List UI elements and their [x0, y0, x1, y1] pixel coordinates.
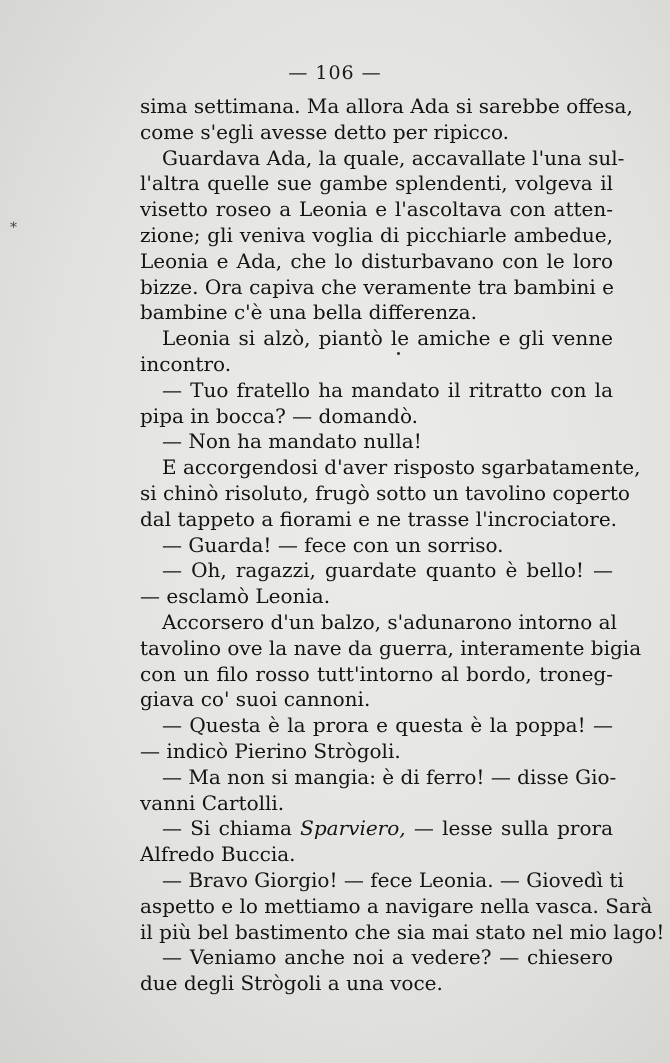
- text-line: — Ma non si mangia: è di ferro! — disse Gio-: [162, 764, 617, 789]
- text-line: — Questa è la prora e questa è la poppa! —: [162, 713, 613, 738]
- text-line: sima settimana. Ma allora Ada si sarebbe offesa,: [140, 94, 633, 118]
- text-line: l'altra quelle sue gambe splendenti, volgeva il: [140, 171, 613, 196]
- text-line: — Guarda! — fece con un sorriso.: [162, 532, 504, 557]
- text-line: dal tappeto a fiorami e ne trasse l'incrociatore.: [140, 506, 618, 531]
- text-line: — Tuo fratello ha mandato il ritratto con la: [162, 377, 613, 402]
- page-number: — 106 —: [288, 62, 382, 84]
- text-segment: — lesse sulla prora: [405, 816, 613, 841]
- text-line: pipa in bocca? — domandò.: [140, 403, 418, 428]
- text-line: visetto roseo a Leonia e l'ascoltava con atten-: [140, 197, 613, 222]
- text-line: due degli Strògoli a una voce.: [140, 971, 443, 996]
- text-line: giava co' suoi cannoni.: [140, 687, 371, 712]
- text-line: Leonia e Ada, che lo disturbavano con le loro: [140, 248, 613, 273]
- text-line: vanni Cartolli.: [140, 790, 285, 815]
- text-line: — indicò Pierino Strògoli.: [140, 738, 401, 763]
- italic-ship-name: Sparviero,: [300, 816, 406, 841]
- text-line: — Non ha mandato nulla!: [162, 429, 422, 454]
- text-line: con un filo rosso tutt'intorno al bordo, troneg-: [140, 661, 613, 686]
- text-line: bambine c'è una bella differenza.: [140, 300, 477, 325]
- text-segment: — Si chiama: [162, 816, 301, 841]
- text-line: il più bel bastimento che sia mai stato nel mio lago!: [140, 919, 665, 944]
- text-line: — esclamò Leonia.: [140, 584, 331, 609]
- text-line: — Bravo Giorgio! — fece Leonia. — Giovedì ti: [162, 867, 624, 892]
- text-line: Accorsero d'un balzo, s'adunarono intorno al: [162, 609, 617, 634]
- text-line: E accorgendosi d'aver risposto sgarbatamente,: [162, 455, 641, 480]
- text-line: aspetto e lo mettiamo a navigare nella vasca. Sarà: [140, 893, 653, 918]
- text-line: si chinò risoluto, frugò sotto un tavolino coperto: [140, 480, 630, 505]
- text-line: incontro.: [140, 351, 232, 376]
- text-line: bizze. Ora capiva che veramente tra bambini e: [140, 274, 615, 299]
- text-line: — Oh, ragazzi, guardate quanto è bello! —: [162, 558, 613, 583]
- text-line: tavolino ove la nave da guerra, interamente bigia: [140, 635, 642, 660]
- margin-mark: *: [10, 220, 17, 236]
- text-line: [140, 816, 613, 842]
- text-line: Leonia si alzò, piantò le amiche e gli venne: [162, 326, 613, 351]
- text-line: — Veniamo anche noi a vedere? — chiesero: [162, 945, 613, 970]
- text-line: Guardava Ada, la quale, accavallate l'una sul-: [162, 145, 625, 170]
- text-line: zione; gli veniva voglia di picchiarle ambedue,: [140, 222, 613, 247]
- body-text: [140, 94, 665, 997]
- text-line: Alfredo Buccia.: [140, 842, 296, 867]
- text-line: come s'egli avesse detto per ripicco.: [140, 119, 510, 144]
